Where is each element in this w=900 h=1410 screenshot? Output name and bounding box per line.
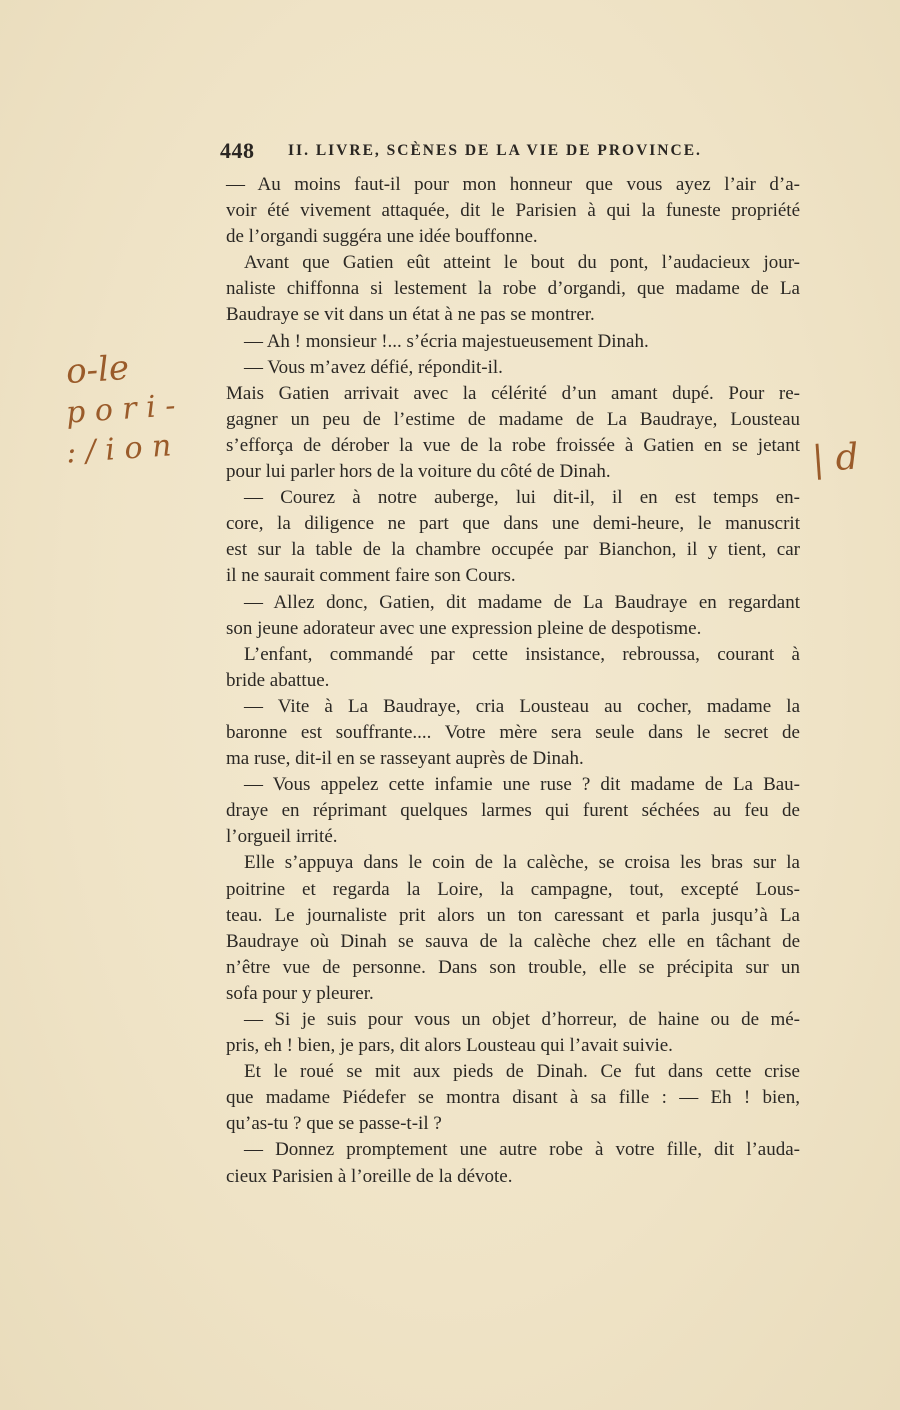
text-line: Elle s’appuya dans le coin de la calèche, se croisa les bras sur la <box>244 852 800 874</box>
text-line: que madame Piédefer se montra disant à sa fille : — Eh ! bien, <box>226 1087 800 1109</box>
margin-annotation-left: o-le <box>64 347 131 393</box>
text-line: — Vous m’avez défié, répondit-il. <box>244 356 503 378</box>
page-number: 448 <box>220 138 255 163</box>
margin-annotation-left: p o r i - <box>64 388 177 431</box>
text-line: n’être vue de personne. Dans son trouble, elle se précipita sur un <box>226 956 800 978</box>
text-line: Et le roué se mit aux pieds de Dinah. Ce fut dans cette crise <box>244 1061 800 1083</box>
margin-annotation-right: | d <box>810 436 860 481</box>
text-line: — Courez à notre auberge, lui dit-il, il en est temps en- <box>244 487 800 509</box>
text-line: — Vite à La Baudraye, cria Lousteau au cocher, madame la <box>244 695 800 717</box>
text-line: — Ah ! monsieur !... s’écria majestueusement Dinah. <box>244 330 649 352</box>
running-head: II. LIVRE, SCÈNES DE LA VIE DE PROVINCE. <box>288 142 702 159</box>
text-line: gagner un peu de l’estime de madame de La Baudraye, Lousteau <box>226 408 800 430</box>
text-line: draye en réprimant quelques larmes qui furent séchées au feu de <box>226 800 800 822</box>
text-line: sofa pour y pleurer. <box>226 982 374 1004</box>
page-header <box>220 138 780 166</box>
text-line: — Si je suis pour vous un objet d’horreur, de haine ou de mé- <box>244 1009 800 1030</box>
body-text <box>226 172 800 1190</box>
margin-annotation-left: : / i o n <box>64 428 173 471</box>
text-line: voir été vivement attaquée, dit le Parisien à qui la funeste propriété <box>226 200 800 222</box>
text-line: pris, eh ! bien, je pars, dit alors Lousteau qui l’avait suivie. <box>226 1035 673 1057</box>
text-line: son jeune adorateur avec une expression pleine de despotisme. <box>226 617 702 639</box>
text-line: — Donnez promptement une autre robe à votre fille, dit l’auda- <box>244 1139 800 1161</box>
text-line: qu’as-tu ? que se passe-t-il ? <box>226 1113 442 1135</box>
text-line: bride abattue. <box>226 669 330 691</box>
text-line: ma ruse, dit-il en se rasseyant auprès de Dinah. <box>226 748 584 770</box>
text-line: — Au moins faut-il pour mon honneur que vous ayez l’air d’a- <box>226 174 800 195</box>
text-line: naliste chiffonna si lestement la robe d’organdi, que madame de La <box>226 278 800 300</box>
text-line: teau. Le journaliste prit alors un ton caressant et parla jusqu’à La <box>226 904 800 926</box>
text-line: baronne est souffrante.... Votre mère sera seule dans le secret de <box>226 721 800 743</box>
text-line: core, la diligence ne part que dans une demi-heure, le manuscrit <box>226 513 800 535</box>
text-line: Avant que Gatien eût atteint le bout du pont, l’audacieux jour- <box>244 252 800 274</box>
text-line: L’enfant, commandé par cette insistance, rebroussa, courant à <box>244 643 800 665</box>
text-line: Baudraye où Dinah se sauva de la calèche chez elle en tâchant de <box>226 930 800 952</box>
text-line: s’efforça de dérober la vue de la robe froissée à Gatien en se jetant <box>226 434 800 456</box>
text-line: — Allez donc, Gatien, dit madame de La Baudraye en regardant <box>244 591 800 613</box>
text-line: pour lui parler hors de la voiture du côté de Dinah. <box>226 461 611 483</box>
text-line: est sur la table de la chambre occupée par Bianchon, il y tient, car <box>226 539 800 561</box>
text-line: cieux Parisien à l’oreille de la dévote. <box>226 1165 513 1187</box>
text-line: Baudraye se vit dans un état à ne pas se montrer. <box>226 304 595 326</box>
text-line: il ne saurait comment faire son Cours. <box>226 565 516 587</box>
text-line: — Vous appelez cette infamie une ruse ? dit madame de La Bau- <box>244 774 800 796</box>
text-line: Mais Gatien arrivait avec la célérité d’un amant dupé. Pour re- <box>226 382 800 404</box>
text-line: poitrine et regarda la Loire, la campagne, tout, excepté Lous- <box>226 878 800 900</box>
text-line: de l’organdi suggéra une idée bouffonne. <box>226 226 538 248</box>
text-line: l’orgueil irrité. <box>226 826 338 848</box>
